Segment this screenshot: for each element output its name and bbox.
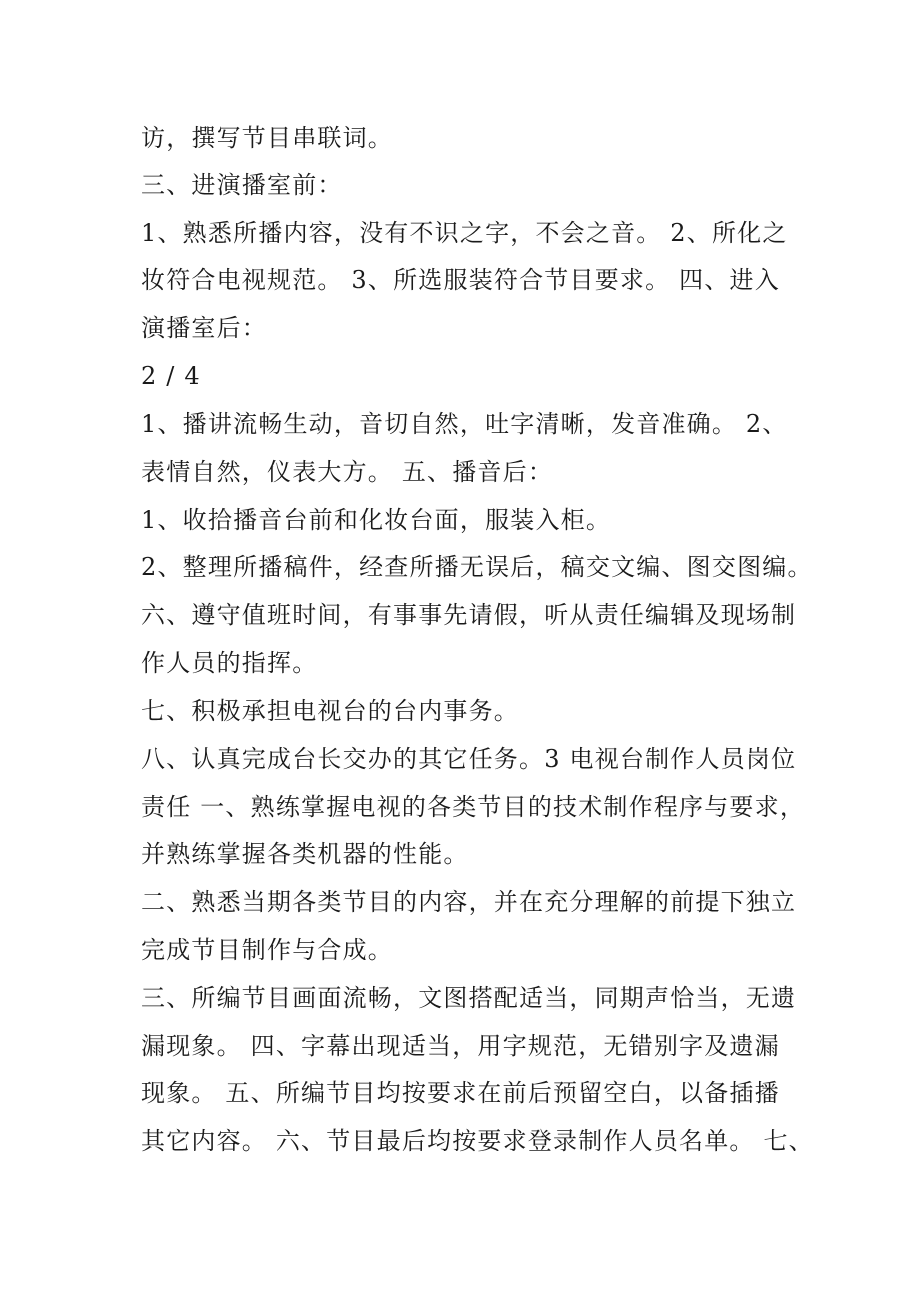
text-line: 现象。 五、所编节目均按要求在前后预留空白，以备插播 — [141, 1079, 780, 1107]
text-line: 1、熟悉所播内容，没有不识之字，不会之音。 2、所化之 — [141, 219, 788, 247]
text-line: 1、收拾播音台前和化妆台面，服装入柜。 — [141, 506, 612, 534]
page-number: 2 / 4 — [141, 362, 201, 390]
text-line: 1、播讲流畅生动，音切自然，吐字清晰，发音准确。 2、 — [141, 410, 788, 438]
text-line: 六、遵守值班时间，有事事先请假，听从责任编辑及现场制 — [141, 601, 797, 629]
text-line: 演播室后： — [141, 314, 267, 342]
text-line: 2、整理所播稿件，经查所播无误后，稿交文编、图交图编。 — [141, 553, 813, 581]
text-line: 表情自然，仪表大方。 五、播音后： — [141, 458, 554, 486]
text-line: 七、积极承担电视台的台内事务。 — [141, 697, 519, 725]
text-line: 妆符合电视规范。 3、所选服装符合节目要求。 四、进入 — [141, 266, 780, 294]
text-line: 责任 一、熟练掌握电视的各类节目的技术制作程序与要求， — [141, 793, 806, 821]
text-line: 八、认真完成台长交办的其它任务。3 电视台制作人员岗位 — [141, 745, 797, 773]
text-line: 并熟练掌握各类机器的性能。 — [141, 840, 469, 868]
text-line: 二、熟悉当期各类节目的内容，并在充分理解的前提下独立 — [141, 888, 797, 916]
text-line: 其它内容。 六、节目最后均按要求登录制作人员名单。 七、 — [141, 1127, 814, 1155]
text-line: 三、进演播室前： — [141, 171, 343, 199]
text-line: 访，撰写节目串联词。 — [141, 124, 393, 152]
text-line: 三、所编节目画面流畅，文图搭配适当，同期声恰当，无遗 — [141, 984, 797, 1012]
text-line: 作人员的指挥。 — [141, 649, 318, 677]
text-line: 漏现象。 四、字幕出现适当，用字规范，无错别字及遗漏 — [141, 1032, 780, 1060]
text-line: 完成节目制作与合成。 — [141, 936, 393, 964]
